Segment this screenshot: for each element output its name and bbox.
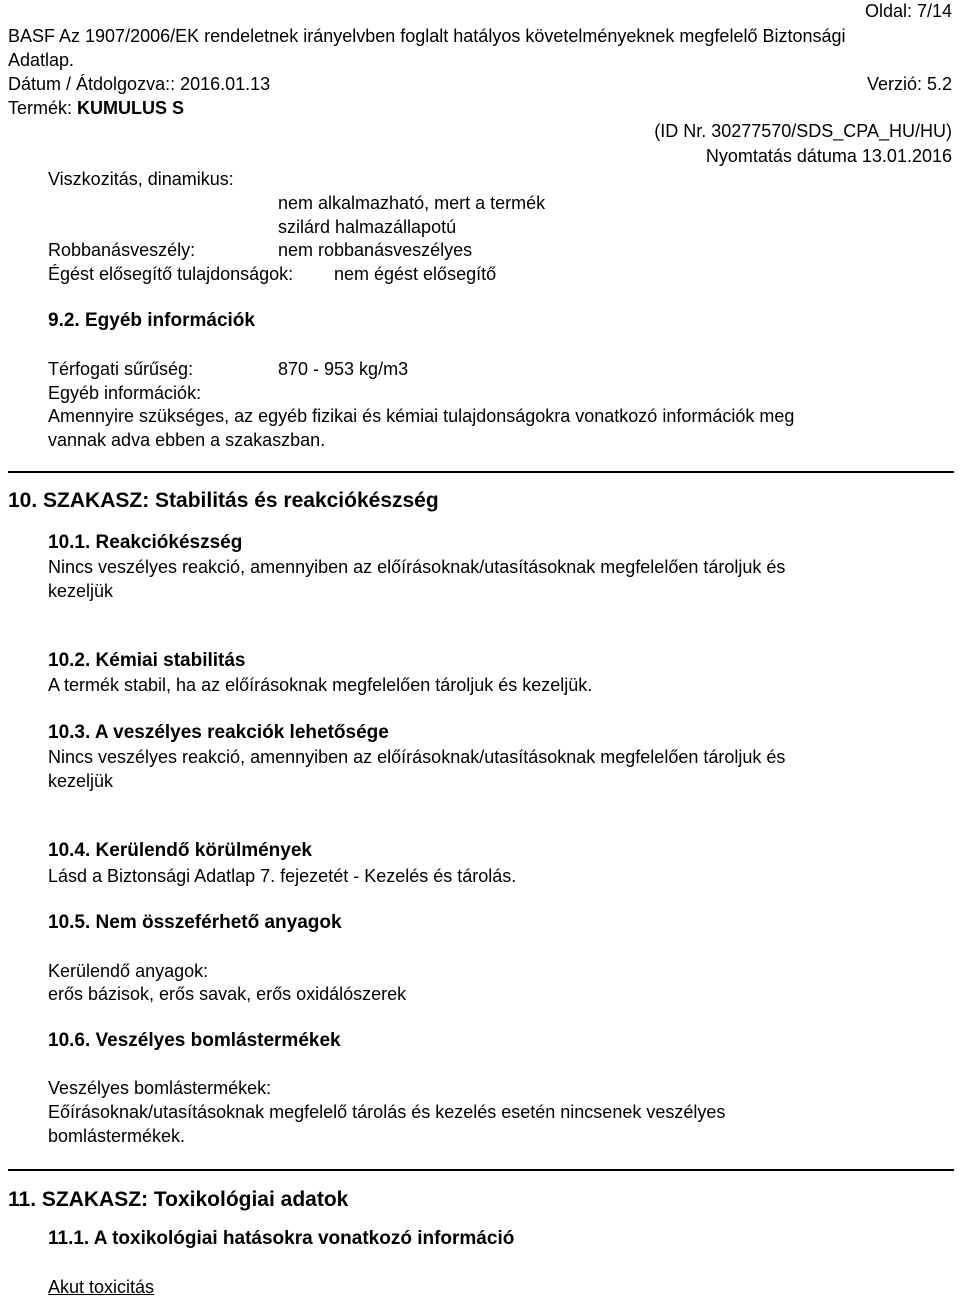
regulation-line-2: Adatlap.: [8, 50, 75, 70]
other-info-text-2: vannak adva ebben a szakaszban.: [48, 430, 326, 450]
section-10-6-text-1: Eőírásoknak/utasításoknak megfelelő tárolás és kezelés esetén nincsenek veszélyes: [48, 1102, 726, 1122]
viscosity-label: Viszkozitás, dinamikus:: [48, 169, 234, 189]
version: Verzió: 5.2: [866, 74, 952, 94]
fire-label: Égést elősegítő tulajdonságok:: [48, 264, 294, 284]
section-10-6-text-2: bomlástermékek.: [48, 1126, 186, 1146]
density-label: Térfogati sűrűség:: [48, 359, 194, 379]
acute-toxicity-link[interactable]: Akut toxicitás: [48, 1277, 155, 1297]
document-id: (ID Nr. 30277570/SDS_CPA_HU/HU): [654, 121, 952, 141]
section-10-1-text-1: Nincs veszélyes reakció, amennyiben az előírásoknak/utasításoknak megfelelően tároljuk és: [48, 557, 786, 577]
section-10-6-label: Veszélyes bomlástermékek:: [48, 1078, 272, 1098]
section-10-5-title: 10.5. Nem összeférhető anyagok: [48, 912, 342, 933]
regulation-line-1: BASF Az 1907/2006/EK rendeletnek irányelvben foglalt hatályos követelményeknek megfelelő Biztonsági: [8, 26, 846, 46]
section-11-1-title: 11.1. A toxikológiai hatásokra vonatkozó információ: [48, 1228, 515, 1249]
product-line: [8, 97, 184, 119]
page-number: Oldal: 7/14: [864, 1, 952, 21]
section-10-4-title: 10.4. Kerülendő körülmények: [48, 840, 312, 861]
section-10-5-text: erős bázisok, erős savak, erős oxidálószerek: [48, 984, 407, 1004]
section-10-3-title: 10.3. A veszélyes reakciók lehetősége: [48, 722, 389, 743]
explosion-value: nem robbanásveszélyes: [278, 240, 473, 260]
section-10-6-title: 10.6. Veszélyes bomlástermékek: [48, 1030, 341, 1051]
revision-date: Dátum / Átdolgozva:: 2016.01.13: [8, 74, 271, 94]
section-10-1-text-2: kezeljük: [48, 581, 114, 601]
section-10-4-text: Lásd a Biztonsági Adatlap 7. fejezetét - Kezelés és tárolás.: [48, 866, 517, 886]
product-name: KUMULUS S: [77, 98, 185, 118]
section-divider: [8, 471, 954, 473]
section-divider: [8, 1169, 954, 1171]
product-prefix: Termék:: [8, 98, 78, 118]
viscosity-value-2: szilárd halmazállapotú: [278, 217, 457, 237]
section-10-title: 10. SZAKASZ: Stabilitás és reakciókészség: [8, 489, 439, 512]
other-info-label: Egyéb információk:: [48, 383, 202, 403]
section-10-2-text: A termék stabil, ha az előírásoknak megfelelően tároljuk és kezeljük.: [48, 675, 593, 695]
print-date: Nyomtatás dátuma 13.01.2016: [705, 146, 952, 166]
fire-value: nem égést elősegítő: [334, 264, 497, 284]
section-10-3-text-2: kezeljük: [48, 771, 114, 791]
viscosity-value-1: nem alkalmazható, mert a termék: [278, 193, 546, 213]
section-10-1-title: 10.1. Reakciókészség: [48, 532, 243, 553]
explosion-label: Robbanásveszély:: [48, 240, 196, 260]
density-value: 870 - 953 kg/m3: [278, 359, 409, 379]
section-10-5-label: Kerülendő anyagok:: [48, 961, 209, 981]
section-10-2-title: 10.2. Kémiai stabilitás: [48, 650, 246, 671]
other-info-text-1: Amennyire szükséges, az egyéb fizikai és kémiai tulajdonságokra vonatkozó információk meg: [48, 406, 795, 426]
section-10-3-text-1: Nincs veszélyes reakció, amennyiben az előírásoknak/utasításoknak megfelelően tároljuk és: [48, 747, 786, 767]
section-9-2-title: 9.2. Egyéb információk: [48, 310, 255, 331]
section-11-title: 11. SZAKASZ: Toxikológiai adatok: [8, 1188, 349, 1211]
